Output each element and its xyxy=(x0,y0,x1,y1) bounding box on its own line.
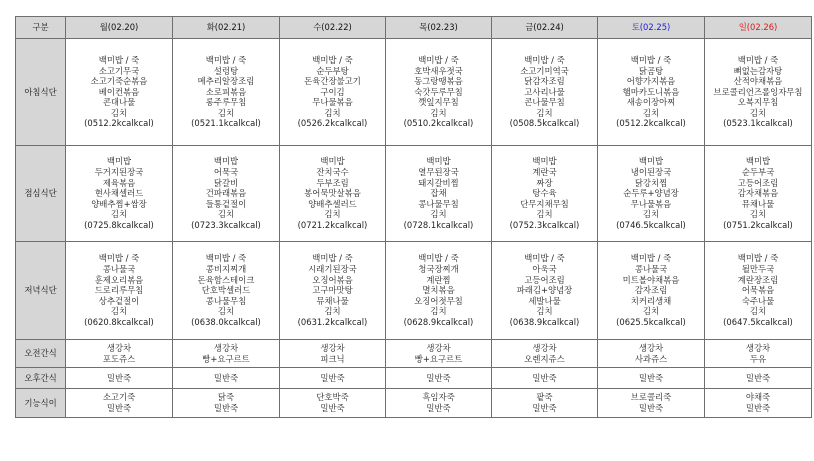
menu-cell-functional-diet-mon xyxy=(66,389,173,418)
menu-item: 잡채 xyxy=(430,188,447,199)
functional-diet-row xyxy=(16,389,812,418)
menu-item: 드로리루무침 xyxy=(94,285,144,296)
menu-item: 소로피볶음 xyxy=(205,86,247,97)
menu-item: 백미밥 xyxy=(745,156,771,167)
menu-item: 소고기죽순볶음 xyxy=(90,76,148,87)
menu-item: 돼지갈비찜 xyxy=(418,177,459,188)
menu-item: 어묵볶음 xyxy=(741,285,775,296)
menu-item: 돈육간장불고기 xyxy=(304,76,361,87)
menu-cell-lunch-fri xyxy=(492,146,598,242)
day-header-sun: 일(02.26) xyxy=(705,17,812,39)
row-label-dinner: 저녁식단 xyxy=(16,242,66,340)
menu-cell-morning-snack-wed xyxy=(280,340,386,368)
menu-cell-dinner-sun xyxy=(705,242,812,340)
menu-item: 백미밥 / 죽 xyxy=(737,253,779,264)
menu-item: 닭곰탕 xyxy=(638,65,664,76)
menu-item: 롱주루무침 xyxy=(205,97,247,108)
menu-item: 돈육함스테이크 xyxy=(197,274,255,285)
menu-item: 단호박셀러드 xyxy=(201,285,251,296)
menu-cell-morning-snack-mon xyxy=(66,340,173,368)
menu-item: 소고기미역국 xyxy=(520,65,569,76)
menu-cell-afternoon-snack-thu xyxy=(386,368,492,389)
menu-cell-afternoon-snack-wed xyxy=(280,368,386,389)
menu-item: 밀반죽 xyxy=(106,372,132,383)
calorie-value: (0746.5kcalkcal) xyxy=(616,219,686,230)
menu-item: 양배추찜+쌈장 xyxy=(91,198,147,209)
menu-cell-lunch-mon xyxy=(66,146,173,242)
menu-cell-afternoon-snack-fri xyxy=(492,368,598,389)
menu-cell-functional-diet-fri xyxy=(492,389,598,418)
menu-item: 계란국 xyxy=(532,167,557,178)
menu-item: 잔치국수 xyxy=(316,167,349,178)
calorie-value: (0721.2kcalkcal) xyxy=(297,219,368,230)
menu-cell-breakfast-thu xyxy=(386,39,492,146)
day-header-tue: 화(02.21) xyxy=(173,17,280,39)
calorie-value: (0523.1kcalkcal) xyxy=(723,118,793,129)
menu-item: 새송이장아찌 xyxy=(626,97,676,108)
menu-cell-dinner-thu xyxy=(386,242,492,340)
menu-item: 김치 xyxy=(430,209,447,220)
menu-item: 멸치볶음 xyxy=(422,285,455,296)
menu-cell-breakfast-sun xyxy=(705,39,812,146)
calorie-value: (0512.2kcalkcal) xyxy=(616,118,686,129)
menu-item: 두유 xyxy=(749,353,767,364)
menu-item: 김치 xyxy=(536,209,553,220)
menu-item: 생강차 xyxy=(532,342,557,353)
menu-item: 생강차 xyxy=(320,342,345,353)
menu-item: 팥죽 xyxy=(536,392,553,403)
menu-item: 김치 xyxy=(324,209,341,220)
menu-item: 브로콜리죽 xyxy=(630,392,672,403)
menu-item: 생강차 xyxy=(745,342,771,353)
menu-item: 시래기된장국 xyxy=(308,264,357,275)
corner-header: 구분 xyxy=(16,17,66,39)
morning-snack-row xyxy=(16,340,812,368)
menu-item: 김치 xyxy=(110,306,128,317)
menu-item: 백미밥 / 죽 xyxy=(418,253,459,264)
menu-item: 소고기무국 xyxy=(98,65,140,76)
menu-item: 깻잎지무침 xyxy=(418,97,459,108)
menu-item: 백미밥 / 죽 xyxy=(630,253,672,264)
menu-item: 백미밥 / 죽 xyxy=(205,54,247,65)
menu-item: 설렁탕 xyxy=(213,65,239,76)
menu-cell-functional-diet-sat xyxy=(598,389,705,418)
menu-item: 메추리알장조림 xyxy=(197,76,255,87)
menu-item: 닭죽 xyxy=(217,392,235,403)
menu-cell-functional-diet-sun xyxy=(705,389,812,418)
menu-cell-breakfast-wed xyxy=(280,39,386,146)
menu-cell-afternoon-snack-tue xyxy=(173,368,280,389)
menu-item: 청국장찌개 xyxy=(418,264,459,275)
menu-item: 오렌지쥬스 xyxy=(524,353,565,364)
menu-item: 김치 xyxy=(749,306,767,317)
menu-item: 호박새우젓국 xyxy=(414,65,463,76)
dinner-row xyxy=(16,242,812,340)
menu-item: 생강차 xyxy=(106,342,132,353)
calorie-value: (0647.5kcalkcal) xyxy=(723,316,793,327)
menu-item: 제육볶음 xyxy=(102,177,136,188)
menu-item: 백미밥 xyxy=(426,156,451,167)
menu-item: 오징어젓무침 xyxy=(414,295,463,306)
menu-item: 생강차 xyxy=(638,342,664,353)
calorie-value: (0521.1kcalkcal) xyxy=(191,118,261,129)
row-label-functional-diet: 기능식이 xyxy=(16,389,66,418)
menu-item: 냉이된장국 xyxy=(630,167,672,178)
menu-item: 콩비지찌개 xyxy=(205,264,247,275)
menu-item: 아욱국 xyxy=(532,264,557,275)
row-label-breakfast: 아침식단 xyxy=(16,39,66,146)
menu-item: 콩나물국 xyxy=(634,264,668,275)
menu-item: 밀반죽 xyxy=(745,403,771,413)
menu-cell-dinner-tue xyxy=(173,242,280,340)
calorie-value: (0508.5kcalkcal) xyxy=(509,118,580,129)
menu-cell-morning-snack-sat xyxy=(598,340,705,368)
menu-item: 봉어묵맛살볶음 xyxy=(304,188,361,199)
meal-plan-table xyxy=(15,16,812,418)
menu-item: 백미밥 / 죽 xyxy=(312,54,353,65)
menu-cell-breakfast-tue xyxy=(173,39,280,146)
menu-item: 포도쥬스 xyxy=(102,353,136,364)
calorie-value: (0752.3kcalkcal) xyxy=(509,219,580,230)
menu-item: 미트볼야채볶음 xyxy=(622,274,680,285)
row-label-afternoon-snack: 오후간식 xyxy=(16,368,66,389)
calorie-value: (0526.2kcalkcal) xyxy=(297,118,368,129)
menu-item: 김치 xyxy=(430,107,447,118)
menu-item: 두부조림 xyxy=(316,177,349,188)
menu-item: 밀반죽 xyxy=(213,372,239,383)
day-header-fri: 금(02.24) xyxy=(492,17,598,39)
menu-item: 백미밥 / 죽 xyxy=(524,54,565,65)
calorie-value: (0628.9kcalkcal) xyxy=(403,316,474,327)
menu-item: 밀반죽 xyxy=(106,403,132,413)
menu-cell-lunch-sun xyxy=(705,146,812,242)
menu-cell-lunch-wed xyxy=(280,146,386,242)
menu-item: 닭갈비 xyxy=(213,177,239,188)
menu-cell-dinner-sat xyxy=(598,242,705,340)
menu-item: 닭강치찜 xyxy=(634,177,668,188)
menu-item: 햄마카도니볶음 xyxy=(622,86,680,97)
menu-item: 백미밥 / 죽 xyxy=(98,54,140,65)
menu-item: 순두루+양념장 xyxy=(623,188,679,199)
menu-item: 밀반죽 xyxy=(426,403,451,413)
menu-item: 상추겉절이 xyxy=(98,295,140,306)
menu-item: 사과쥬스 xyxy=(634,353,668,364)
menu-item: 밀반죽 xyxy=(532,403,557,413)
menu-item: 야채죽 xyxy=(745,392,771,403)
menu-item: 김치 xyxy=(536,107,553,118)
menu-item: 백미밥 / 죽 xyxy=(737,54,779,65)
menu-item: 밀반죽 xyxy=(532,372,557,383)
menu-item: 백미밥 xyxy=(638,156,664,167)
menu-item: 콩나물국 xyxy=(102,264,136,275)
menu-item: 빵+요구르트 xyxy=(202,353,250,364)
menu-item: 뮤채나물 xyxy=(316,295,349,306)
menu-item: 백미밥 / 죽 xyxy=(418,54,459,65)
menu-cell-dinner-wed xyxy=(280,242,386,340)
menu-cell-lunch-tue xyxy=(173,146,280,242)
menu-item: 밀반죽 xyxy=(320,403,345,413)
menu-cell-functional-diet-wed xyxy=(280,389,386,418)
menu-item: 어묵국 xyxy=(213,167,239,178)
menu-item: 백미밥 xyxy=(532,156,557,167)
menu-cell-morning-snack-tue xyxy=(173,340,280,368)
menu-item: 고등어조림 xyxy=(524,274,565,285)
menu-cell-functional-diet-tue xyxy=(173,389,280,418)
menu-item: 김치 xyxy=(217,209,235,220)
menu-cell-breakfast-sat xyxy=(598,39,705,146)
day-header-sat: 토(02.25) xyxy=(598,17,705,39)
menu-item: 피크닉 xyxy=(320,353,345,364)
menu-item: 콘대나물 xyxy=(102,97,136,108)
menu-item: 숙주나물 xyxy=(741,295,775,306)
menu-item: 무나물볶음 xyxy=(312,97,353,108)
menu-item: 김치 xyxy=(217,306,235,317)
menu-item: 양배추셀러드 xyxy=(308,198,357,209)
calorie-value: (0723.3kcalkcal) xyxy=(191,219,261,230)
menu-item: 김치 xyxy=(324,306,341,317)
menu-cell-afternoon-snack-sun xyxy=(705,368,812,389)
menu-item: 단무지채무침 xyxy=(520,198,569,209)
menu-item: 훈제오리볶음 xyxy=(94,274,144,285)
menu-item: 뼈없는감자탕 xyxy=(733,65,783,76)
menu-item: 김치 xyxy=(536,306,553,317)
menu-item: 김치 xyxy=(749,209,767,220)
calorie-value: (0510.2kcalkcal) xyxy=(403,118,474,129)
menu-item: 감자채볶음 xyxy=(737,188,779,199)
menu-item: 김치 xyxy=(642,209,660,220)
calorie-value: (0728.1kcalkcal) xyxy=(403,219,474,230)
menu-item: 단호박죽 xyxy=(316,392,349,403)
menu-item: 동그랑땡볶음 xyxy=(414,76,463,87)
menu-item: 김치 xyxy=(749,107,767,118)
lunch-row xyxy=(16,146,812,242)
day-header-thu: 목(02.23) xyxy=(386,17,492,39)
menu-item: 밀반죽 xyxy=(638,403,664,413)
header-row xyxy=(16,17,812,39)
day-header-wed: 수(02.22) xyxy=(280,17,386,39)
menu-item: 백미밥 / 죽 xyxy=(312,253,353,264)
menu-item: 뮤채나물 xyxy=(741,198,775,209)
menu-item: 숙갓두루무침 xyxy=(414,86,463,97)
menu-item: 밀반죽 xyxy=(213,403,239,413)
menu-cell-afternoon-snack-sat xyxy=(598,368,705,389)
menu-item: 무나물볶음 xyxy=(630,198,672,209)
row-label-morning-snack: 오전간식 xyxy=(16,340,66,368)
calorie-value: (0625.5kcalkcal) xyxy=(616,316,686,327)
menu-cell-lunch-thu xyxy=(386,146,492,242)
calorie-value: (0725.8kcalkcal) xyxy=(84,219,154,230)
menu-item: 소고기죽 xyxy=(102,392,136,403)
menu-item: 짜장 xyxy=(536,177,553,188)
menu-item: 계란찜 xyxy=(426,274,451,285)
menu-item: 고사리나물 xyxy=(524,86,565,97)
menu-item: 김치 xyxy=(110,209,128,220)
menu-item: 밀반죽 xyxy=(426,372,451,383)
menu-cell-morning-snack-sun xyxy=(705,340,812,368)
menu-item: 파래김+양념장 xyxy=(516,285,573,296)
menu-item: 오복지무침 xyxy=(737,97,779,108)
menu-item: 김치 xyxy=(642,107,660,118)
weekly-meal-plan xyxy=(15,16,812,418)
menu-item: 콩나물무침 xyxy=(205,295,247,306)
menu-item: 순두부국 xyxy=(741,167,775,178)
calorie-value: (0751.2kcalkcal) xyxy=(723,219,793,230)
menu-item: 백미밥 xyxy=(213,156,239,167)
menu-item: 구이김 xyxy=(320,86,345,97)
menu-item: 백미밥 xyxy=(106,156,132,167)
menu-item: 감자조림 xyxy=(634,285,668,296)
menu-item: 브로콜리언즈롤잉자무침 xyxy=(713,86,803,97)
menu-cell-dinner-mon xyxy=(66,242,173,340)
menu-cell-morning-snack-thu xyxy=(386,340,492,368)
menu-cell-functional-diet-thu xyxy=(386,389,492,418)
menu-item: 밀반죽 xyxy=(320,372,345,383)
menu-item: 열무된장국 xyxy=(418,167,459,178)
menu-cell-morning-snack-fri xyxy=(492,340,598,368)
calorie-value: (0512.2kcalkcal) xyxy=(84,118,154,129)
calorie-value: (0620.8kcalkcal) xyxy=(84,316,154,327)
day-header-mon: 월(02.20) xyxy=(66,17,173,39)
menu-item: 김치 xyxy=(324,107,341,118)
menu-item: 흑임자죽 xyxy=(422,392,455,403)
menu-item: 백미밥 / 죽 xyxy=(98,253,140,264)
menu-item: 들통겉절이 xyxy=(205,198,247,209)
calorie-value: (0638.0kcalkcal) xyxy=(191,316,261,327)
menu-item: 산적야채볶음 xyxy=(733,76,783,87)
menu-item: 고등어조림 xyxy=(737,177,779,188)
menu-item: 김치 xyxy=(642,306,660,317)
menu-item: 김치 xyxy=(217,107,235,118)
menu-item: 오징어볶음 xyxy=(312,274,353,285)
calorie-value: (0631.2kcalkcal) xyxy=(297,316,368,327)
menu-item: 베이컨볶음 xyxy=(98,86,140,97)
menu-item: 백미밥 xyxy=(320,156,345,167)
menu-item: 계란장조림 xyxy=(737,274,779,285)
menu-cell-lunch-sat xyxy=(598,146,705,242)
row-label-lunch: 점심식단 xyxy=(16,146,66,242)
calorie-value: (0638.9kcalkcal) xyxy=(509,316,580,327)
menu-item: 김치 xyxy=(110,107,128,118)
breakfast-row xyxy=(16,39,812,146)
menu-item: 빵+요구르트 xyxy=(414,353,463,364)
menu-item: 현사채셀러드 xyxy=(94,188,144,199)
menu-item: 콩나물무침 xyxy=(418,198,459,209)
menu-item: 고구마맛탕 xyxy=(312,285,353,296)
menu-item: 될만두국 xyxy=(741,264,775,275)
menu-item: 어향가지볶음 xyxy=(626,76,676,87)
menu-item: 생강차 xyxy=(426,342,451,353)
menu-item: 닭감자조림 xyxy=(524,76,565,87)
menu-cell-dinner-fri xyxy=(492,242,598,340)
menu-item: 밀반죽 xyxy=(638,372,664,383)
afternoon-snack-row xyxy=(16,368,812,389)
menu-item: 백미밥 / 죽 xyxy=(630,54,672,65)
menu-item: 탕수육 xyxy=(532,188,557,199)
menu-item: 건파래볶음 xyxy=(205,188,247,199)
menu-item: 백미밥 / 죽 xyxy=(205,253,247,264)
menu-item: 생강차 xyxy=(213,342,239,353)
menu-item: 두거지된장국 xyxy=(94,167,144,178)
menu-cell-afternoon-snack-mon xyxy=(66,368,173,389)
menu-item: 세발나물 xyxy=(528,295,561,306)
menu-item: 콘나물무침 xyxy=(524,97,565,108)
menu-item: 치커리생채 xyxy=(630,295,672,306)
menu-item: 백미밥 / 죽 xyxy=(524,253,565,264)
menu-cell-breakfast-mon xyxy=(66,39,173,146)
menu-item: 김치 xyxy=(430,306,447,317)
menu-cell-breakfast-fri xyxy=(492,39,598,146)
menu-item: 순두부탕 xyxy=(316,65,349,76)
menu-item: 밀반죽 xyxy=(745,372,771,383)
